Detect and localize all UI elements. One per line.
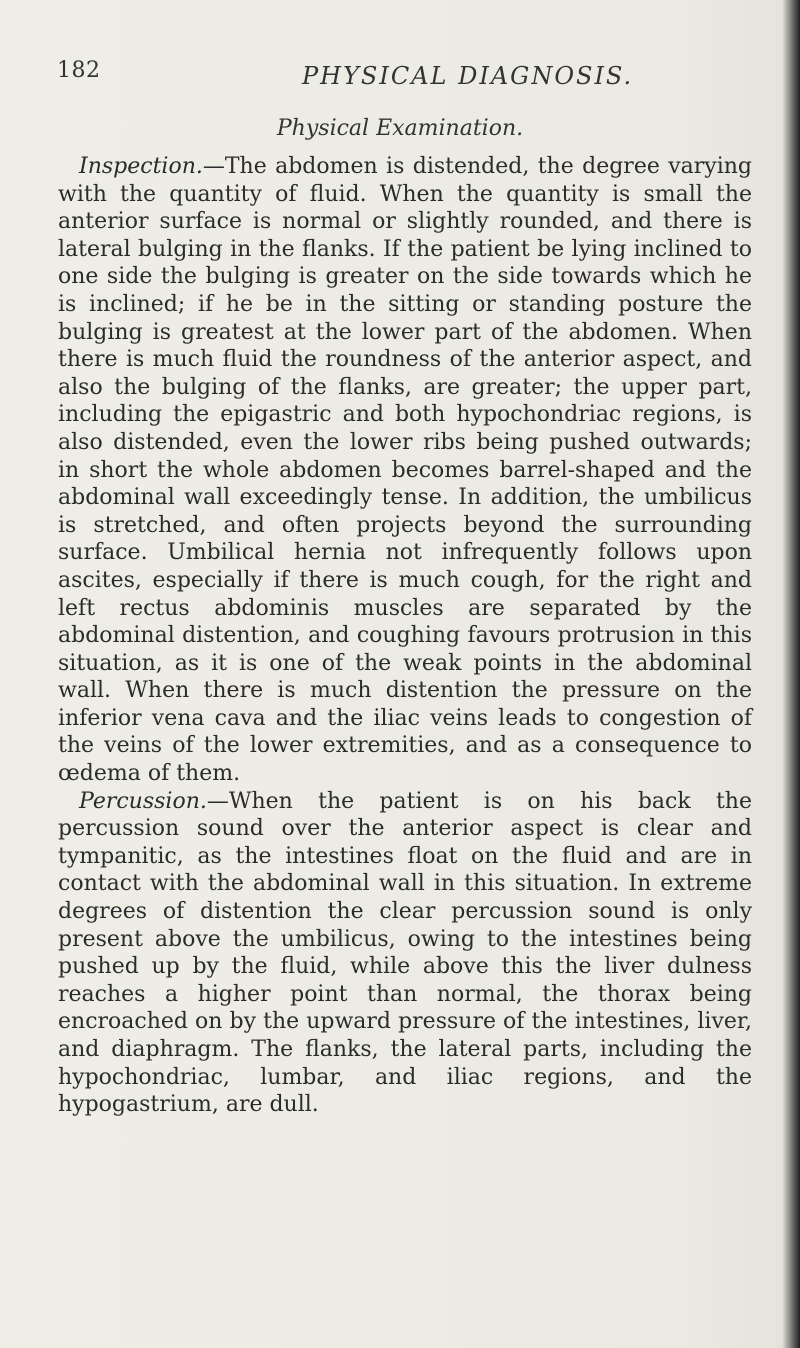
running-head: [57, 58, 757, 90]
paragraph-text-percussion: —When the patient is on his back the percussion sound over the anterior aspect is clear and tympanitic, as the intestines float on the fluid and are in contact with the abdominal wall in this situation. In extreme degrees of distention the clear percussion sound is only present above the umbilicus, owing to the intestines being pushed up by the fluid, while above this the liver dulness reaches a higher point than normal, the thorax being encroached on by the upward pressure of the intestines, liver, and diaphragm. The flanks, the lateral parts, including the hypochondriac, lumbar, and iliac regions, and the hypogastrium, are dull.: [58, 788, 752, 1118]
paragraph-inspection: [58, 153, 752, 788]
running-title: PHYSICAL DIAGNOSIS.: [302, 62, 634, 90]
page-number: 182: [57, 58, 101, 83]
page-edge-shadow: [782, 0, 800, 1348]
body-text: [58, 153, 752, 1119]
paragraph-lead-percussion: Percussion.: [79, 788, 207, 814]
paragraph-text-inspection: —The abdomen is distended, the degree varying with the quantity of fluid. When the quantity is small the anterior surface is normal or slightly rounded, and there is lateral bulging in the flanks. If the patient be lying inclined to one side the bulging is greater on the side towards which he is inclined; if he be in the sitting or standing posture the bulging is greatest at the lower part of the abdomen. When there is much fluid the roundness of the anterior aspect, and also the bulging of the flanks, are greater; the upper part, including the epigastric and both hypochondriac regions, is also distended, even the lower ribs being pushed outwards; in short the whole abdomen becomes barrel-shaped and the abdominal wall exceedingly tense. In addition, the umbilicus is stretched, and often projects beyond the surrounding surface. Umbilical hernia not infrequently follows upon ascites, especially if there is much cough, for the right and left rectus abdominis muscles are separated by the abdominal distention, and coughing favours protrusion in this situation, as it is one of the weak points in the abdominal wall. When there is much distention the pressure on the inferior vena cava and the iliac veins leads to congestion of the veins of the lower extremities, and as a consequence to œdema of them.: [58, 154, 752, 787]
paragraph-percussion: [58, 788, 752, 1119]
paragraph-lead-inspection: Inspection.: [79, 154, 203, 179]
section-title: Physical Examination.: [276, 116, 524, 141]
